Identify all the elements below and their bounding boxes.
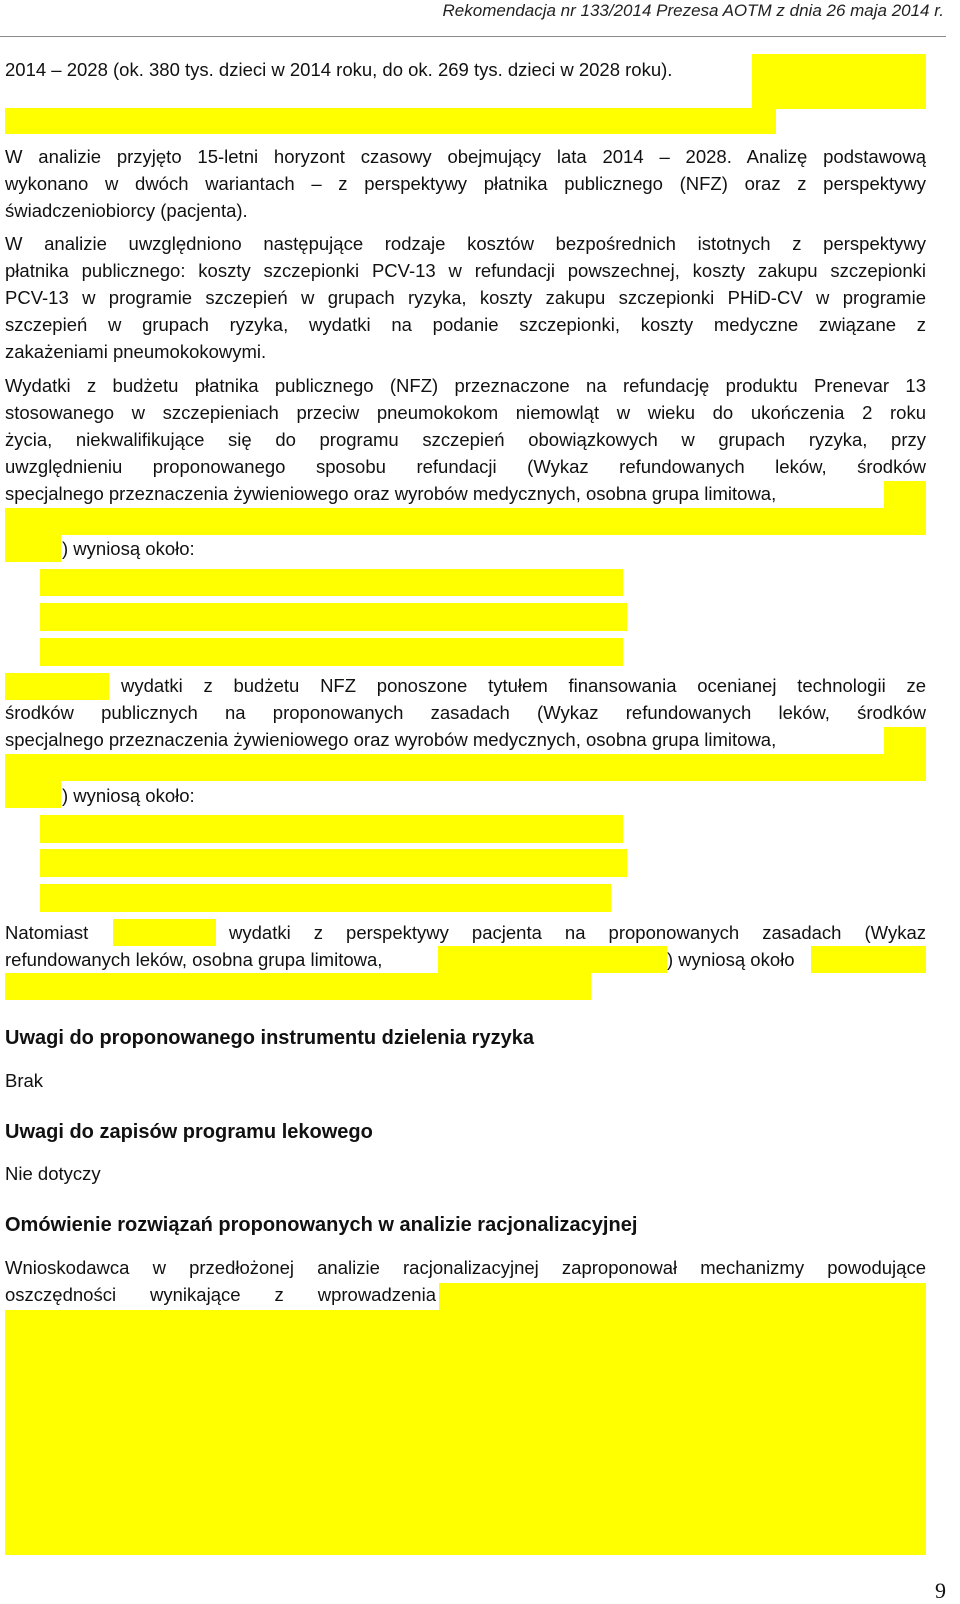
redaction-block: [5, 673, 109, 700]
p4-line5: specjalnego przeznaczenia żywieniowego oraz wyrobów medycznych, osobna grupa limitowa,: [5, 483, 777, 504]
p6-line1-end: wydatki z perspektywy pacjenta na proponowanych zasadach (Wykaz: [229, 922, 926, 943]
p3-line4: szczepień w grupach ryzyka, wydatki na podanie szczepionki, koszty medyczne związane z: [5, 314, 926, 335]
redaction-list-item: [40, 849, 627, 877]
redaction-block: [5, 973, 591, 1000]
p1-line1: 2014 – 2028 (ok. 380 tys. dzieci w 2014 roku, do ok. 269 tys. dzieci w 2028 roku).: [5, 59, 673, 80]
redaction-block: [113, 919, 216, 946]
redaction-list-item: [40, 569, 623, 596]
redaction-block: [439, 1283, 926, 1310]
redaction-block: [5, 535, 61, 562]
redaction-block: [884, 727, 926, 754]
p5-line1: wydatki z budżetu NFZ ponoszone tytułem finansowania ocenianej technologii ze: [121, 675, 926, 696]
section-heading-rationalization: Omówienie rozwiązań proponowanych w analizie racjonalizacyjnej: [5, 1214, 638, 1236]
p4-line4: uwzględnieniu proponowanego sposobu refundacji (Wykaz refundowanych leków, środków: [5, 456, 926, 477]
p3-line5: zakażeniami pneumokokowymi.: [5, 341, 267, 362]
redaction-list-item: [40, 815, 623, 843]
p6-line2-end: ) wyniosą około: [667, 949, 795, 970]
redaction-block: [811, 946, 926, 973]
p4-line3: życia, niekwalifikujące się do programu szczepień obowiązkowych w grupach ryzyka, przy: [5, 429, 926, 450]
header-title: Rekomendacja nr 133/2014 Prezesa AOTM z dnia 26 maja 2014 r.: [442, 1, 944, 20]
section-body-rationalization-line2: oszczędności wynikające z wprowadzenia: [5, 1284, 436, 1305]
section-body-risk-sharing: Brak: [5, 1070, 44, 1091]
section-body-rationalization-line1: Wnioskodawca w przedłożonej analizie racjonalizacyjnej zaproponował mechanizmy powodujące: [5, 1257, 926, 1278]
redaction-list-item: [40, 603, 627, 631]
p2-line1: W analizie przyjęto 15-letni horyzont czasowy obejmujący lata 2014 – 2028. Analizę podstawową: [5, 146, 926, 167]
page-number: 9: [935, 1578, 946, 1603]
p4-line1: Wydatki z budżetu płatnika publicznego (NFZ) przeznaczone na refundację produktu Prenevar 13: [5, 375, 926, 396]
p5-line3: specjalnego przeznaczenia żywieniowego oraz wyrobów medycznych, osobna grupa limitowa,: [5, 729, 777, 750]
redaction-block: [438, 946, 667, 973]
redaction-block: [5, 508, 926, 535]
p2-line3: świadczeniobiorcy (pacjenta).: [5, 200, 248, 221]
p2-line2: wykonano w dwóch wariantach – z perspektywy płatnika publicznego (NFZ) oraz z perspektywy: [5, 173, 926, 194]
p3-line1: W analizie uwzględniono następujące rodzaje kosztów bezpośrednich istotnych z perspektywy: [5, 233, 926, 254]
redaction-block: [5, 781, 61, 808]
redaction-list-item: [40, 884, 611, 912]
p4-line2: stosowanego w szczepieniach przeciw pneumokokom niemowląt w wieku do ukończenia 2 roku: [5, 402, 926, 423]
p5-line4: ) wyniosą około:: [62, 785, 195, 806]
p6-line1-start: Natomiast: [5, 922, 89, 943]
p6-line2-start: refundowanych leków, osobna grupa limitowa,: [5, 949, 383, 970]
p4-line6: ) wyniosą około:: [62, 538, 195, 559]
p3-line3: PCV-13 w programie szczepień w grupach ryzyka, koszty zakupu szczepionki PHiD-CV w programie: [5, 287, 926, 308]
redaction-list-item: [40, 638, 623, 666]
section-heading-risk-sharing: Uwagi do proponowanego instrumentu dzielenia ryzyka: [5, 1027, 534, 1049]
section-heading-drug-program: Uwagi do zapisów programu lekowego: [5, 1121, 373, 1143]
p3-line2: płatnika publicznego: koszty szczepionki PCV-13 w refundacji powszechnej, koszty zakupu szczepionki: [5, 260, 926, 281]
redaction-block: [5, 754, 926, 781]
redaction-block: [752, 54, 926, 109]
section-body-drug-program: Nie dotyczy: [5, 1163, 101, 1184]
redaction-block: [884, 481, 926, 508]
p5-line2: środków publicznych na proponowanych zasadach (Wykaz refundowanych leków, środków: [5, 702, 926, 723]
running-header: [0, 0, 946, 37]
redaction-block: [5, 1310, 926, 1555]
redaction-block: [5, 108, 776, 134]
